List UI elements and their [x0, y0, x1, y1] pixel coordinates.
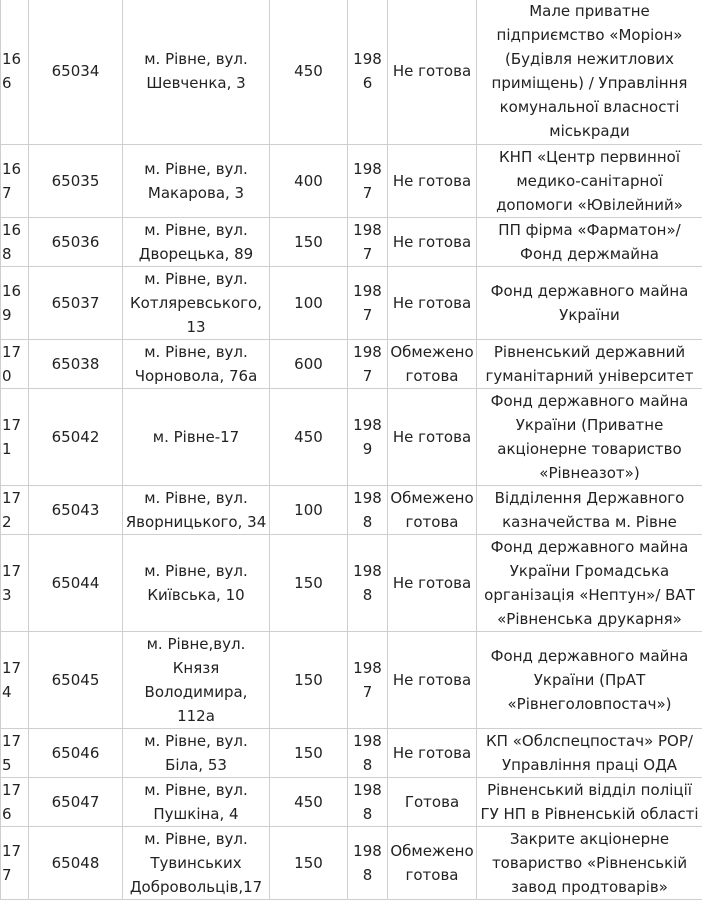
shelter-owner: Відділення Державного казначейства м. Рівне: [477, 486, 702, 535]
shelter-status: Не готова: [388, 267, 477, 340]
shelter-address: м. Рівне,вул. Князя Володимира, 112а: [123, 632, 270, 729]
shelter-address: м. Рівне, вул. Макарова, 3: [123, 145, 270, 218]
shelter-address: м. Рівне, вул. Дворецька, 89: [123, 218, 270, 267]
shelter-owner: Рівненський державний гуманітарний університет: [477, 340, 702, 389]
table-row: [1, 218, 702, 267]
row-number: 166: [1, 0, 29, 145]
row-number: 167: [1, 145, 29, 218]
shelter-status: Не готова: [388, 632, 477, 729]
shelter-status: Не готова: [388, 535, 477, 632]
row-number: 177: [1, 827, 29, 900]
shelter-owner: КП «Облспецпостач» РОР/ Управління праці ОДА: [477, 729, 702, 778]
shelter-year: 1987: [348, 267, 388, 340]
shelter-status: Обмежено готова: [388, 486, 477, 535]
row-number: 176: [1, 778, 29, 827]
shelter-address: м. Рівне, вул. Тувинських Добровольців,17: [123, 827, 270, 900]
shelter-code: 65044: [29, 535, 123, 632]
table-row: [1, 267, 702, 340]
shelter-code: 65037: [29, 267, 123, 340]
shelter-owner: ПП фірма «Фарматон»/ Фонд держмайна: [477, 218, 702, 267]
table-row: [1, 827, 702, 900]
shelter-year: 1987: [348, 632, 388, 729]
table-row: [1, 486, 702, 535]
shelter-address: м. Рівне, вул. Котляревського, 13: [123, 267, 270, 340]
shelter-area: 100: [270, 267, 348, 340]
shelter-code: 65038: [29, 340, 123, 389]
shelter-owner: Фонд державного майна України (Приватне акціонерне товариство «Рівнеазот»): [477, 389, 702, 486]
shelter-code: 65036: [29, 218, 123, 267]
shelter-area: 400: [270, 145, 348, 218]
shelter-status: Готова: [388, 778, 477, 827]
shelter-area: 450: [270, 389, 348, 486]
shelter-owner: Рівненський відділ поліції ГУ НП в Рівненській області: [477, 778, 702, 827]
shelter-status: Не готова: [388, 145, 477, 218]
row-number: 172: [1, 486, 29, 535]
shelter-year: 1988: [348, 535, 388, 632]
shelter-year: 1986: [348, 0, 388, 145]
shelter-year: 1987: [348, 145, 388, 218]
shelter-address: м. Рівне, вул. Яворницького, 34: [123, 486, 270, 535]
shelter-owner: Фонд державного майна України: [477, 267, 702, 340]
shelter-status: Не готова: [388, 729, 477, 778]
shelter-address: м. Рівне, вул. Пушкіна, 4: [123, 778, 270, 827]
shelter-code: 65042: [29, 389, 123, 486]
shelter-status: Не готова: [388, 0, 477, 145]
row-number: 173: [1, 535, 29, 632]
shelter-area: 150: [270, 218, 348, 267]
row-number: 175: [1, 729, 29, 778]
shelter-code: 65034: [29, 0, 123, 145]
row-number: 168: [1, 218, 29, 267]
shelter-year: 1988: [348, 778, 388, 827]
table-row: [1, 340, 702, 389]
shelter-status: Обмежено готова: [388, 340, 477, 389]
table-row: [1, 389, 702, 486]
shelter-area: 450: [270, 778, 348, 827]
shelter-status: Не готова: [388, 389, 477, 486]
row-number: 174: [1, 632, 29, 729]
table-row: [1, 535, 702, 632]
shelter-code: 65043: [29, 486, 123, 535]
shelter-code: 65045: [29, 632, 123, 729]
shelter-code: 65047: [29, 778, 123, 827]
shelter-owner: Закрите акціонерне товариство «Рівненській завод продтоварів»: [477, 827, 702, 900]
shelter-status: Обмежено готова: [388, 827, 477, 900]
row-number: 170: [1, 340, 29, 389]
shelter-year: 1988: [348, 729, 388, 778]
shelter-year: 1988: [348, 486, 388, 535]
shelter-year: 1987: [348, 218, 388, 267]
shelter-owner: Фонд державного майна України Громадська організація «Нептун»/ ВАТ «Рівненська друкарня»: [477, 535, 702, 632]
shelter-year: 1987: [348, 340, 388, 389]
shelter-address: м. Рівне, вул. Біла, 53: [123, 729, 270, 778]
table-row: [1, 778, 702, 827]
shelter-address: м. Рівне, вул. Чорновола, 76а: [123, 340, 270, 389]
table-row: [1, 632, 702, 729]
shelter-code: 65046: [29, 729, 123, 778]
shelter-owner: Фонд державного майна України (ПрАТ «Рівнеголовпостач»): [477, 632, 702, 729]
shelter-status: Не готова: [388, 218, 477, 267]
shelter-area: 150: [270, 827, 348, 900]
shelter-code: 65048: [29, 827, 123, 900]
row-number: 171: [1, 389, 29, 486]
shelter-year: 1989: [348, 389, 388, 486]
shelters-table-body: [1, 0, 702, 900]
shelter-code: 65035: [29, 145, 123, 218]
shelter-address: м. Рівне, вул. Київська, 10: [123, 535, 270, 632]
shelter-area: 150: [270, 729, 348, 778]
shelter-area: 450: [270, 0, 348, 145]
shelter-area: 600: [270, 340, 348, 389]
shelter-owner: КНП «Центр первинної медико-санітарної допомоги «Ювілейний»: [477, 145, 702, 218]
shelter-area: 100: [270, 486, 348, 535]
table-row: [1, 729, 702, 778]
table-row: [1, 145, 702, 218]
shelter-area: 150: [270, 632, 348, 729]
row-number: 169: [1, 267, 29, 340]
shelter-area: 150: [270, 535, 348, 632]
shelter-address: м. Рівне, вул. Шевченка, 3: [123, 0, 270, 145]
shelter-address: м. Рівне-17: [123, 389, 270, 486]
table-row: [1, 0, 702, 145]
shelter-year: 1988: [348, 827, 388, 900]
shelter-owner: Мале приватне підприємство «Моріон» (Будівля нежитлових приміщень) / Управління комунальної власності міськради: [477, 0, 702, 145]
